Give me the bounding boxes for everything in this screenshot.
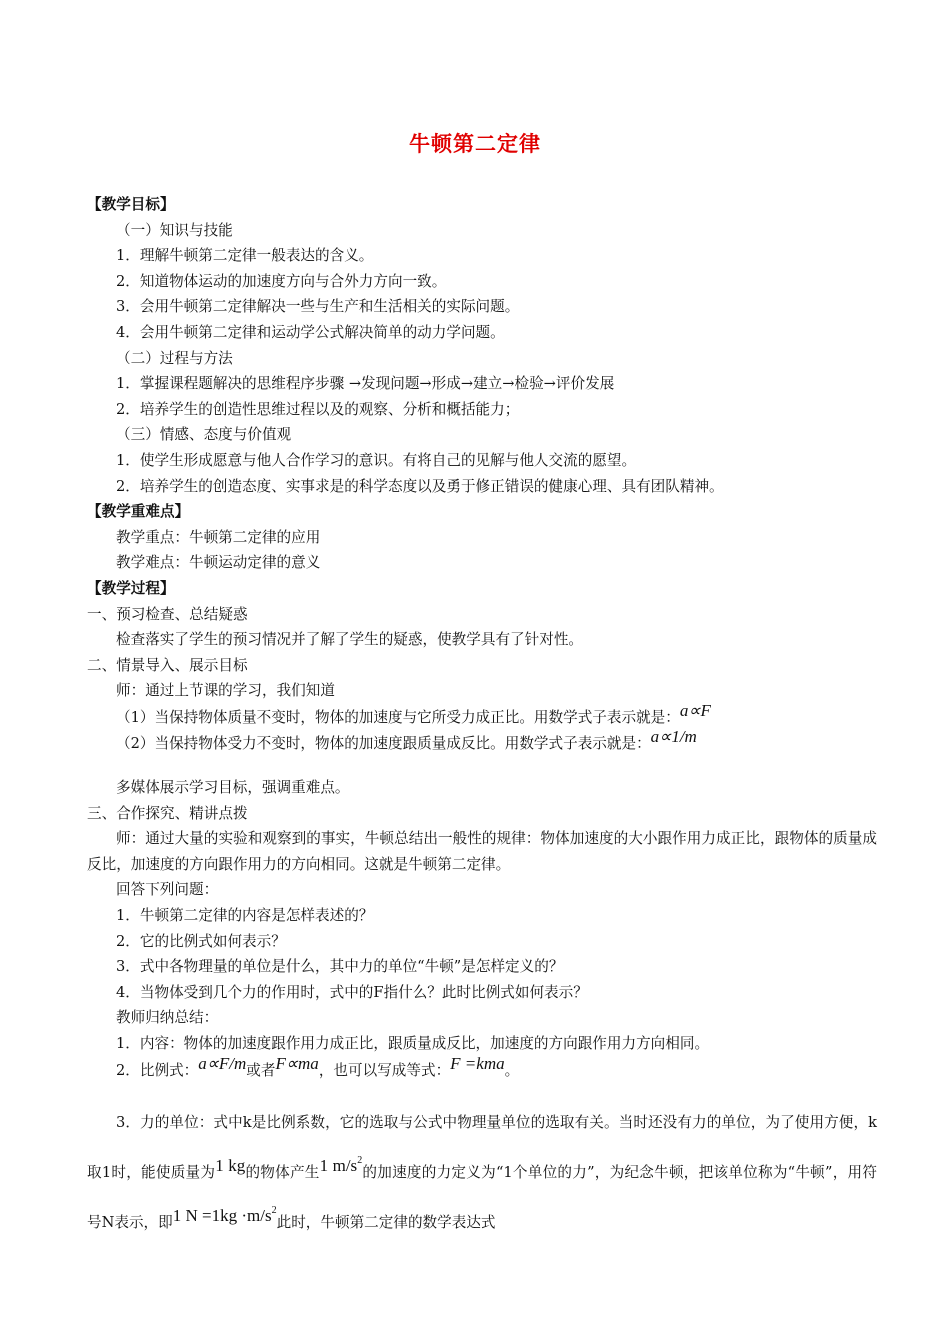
- process-item-text: （2）当保持物体受力不变时，物体的加速度跟质量成反比。用数学式子表示就是：: [116, 735, 651, 753]
- process-step-header: 一、预习检查、总结疑惑: [87, 605, 248, 623]
- process-item: [87, 700, 877, 731]
- process-step-header: 二、情景导入、展示目标: [87, 656, 248, 674]
- formula-exponent: 2: [271, 1205, 277, 1217]
- formula: F =kma: [450, 1053, 505, 1073]
- summary-paragraph: [87, 1101, 877, 1245]
- formula: [173, 1206, 277, 1225]
- process-text: 多媒体展示学习目标，强调重难点。: [116, 779, 350, 797]
- process-text: 师：通过上节课的学习，我们知道: [116, 682, 335, 700]
- goal-item: 1．使学生形成愿意与他人合作学习的意识。有将自己的见解与他人交流的愿望。: [116, 451, 637, 469]
- formula: F∝ma: [275, 1053, 319, 1073]
- goal-item: 2．知道物体运动的加速度方向与合外力方向一致。: [116, 272, 447, 290]
- summary-item: [87, 1053, 877, 1084]
- question-item: 4．当物体受到几个力的作用时，式中的F指什么？此时比例式如何表示？: [116, 983, 588, 1001]
- formula: a∝F: [679, 700, 711, 720]
- formula: a∝F/m: [198, 1053, 247, 1073]
- document-title: 牛顿第二定律: [409, 132, 541, 156]
- goal-item: 2．培养学生的创造性思维过程以及的观察、分析和概括能力；: [116, 400, 520, 418]
- formula-exponent: 2: [357, 1155, 363, 1167]
- formula-base: 1 m/s: [319, 1156, 358, 1176]
- process-text: 教师归纳总结：: [116, 1009, 219, 1027]
- process-item-text: （1）当保持物体质量不变时，物体的加速度与它所受力成正比。用数学式子表示就是：: [116, 708, 680, 726]
- key-point: 教学重点：牛顿第二定律的应用: [116, 528, 321, 546]
- key-point: 教学难点：牛顿运动定律的意义: [116, 554, 321, 572]
- summary-text: 纪念牛顿，把该单位称为“牛顿”，用符号N表示，即: [87, 1164, 877, 1232]
- question-item: 1．牛顿第二定律的内容是怎样表述的？: [116, 907, 374, 925]
- subsection-header: （二）过程与方法: [116, 349, 233, 367]
- formula: 1 kg: [215, 1156, 246, 1176]
- section-header-process: 【教学过程】: [87, 579, 175, 597]
- subsection-header: （三）情感、态度与价值观: [116, 426, 292, 444]
- summary-text: 3．力的单位：式中k是比例系数，它的选取与公式中物理量单位的选取有关。当时还没有力的单位，为了使用方便，k取1时，能使质量为: [87, 1114, 877, 1182]
- question-item: 3．式中各物理量的单位是什么，其中力的单位“牛顿”是怎样定义的？: [116, 958, 564, 976]
- process-paragraph: 师：通过大量的实验和观察到的事实，牛顿总结出一般性的规律：物体加速度的大小跟作用力成正比，跟物体的质量成反比，加速度的方向跟作用力的方向相同。这就是牛顿第二定律。: [87, 830, 877, 873]
- summary-text: 的加速度的力定义为“1个单位的力”，为: [362, 1164, 625, 1182]
- summary-text: 的物体产生: [245, 1164, 320, 1182]
- goal-item: 4．会用牛顿第二定律和运动学公式解决简单的动力学问题。: [116, 323, 505, 341]
- process-step-header: 三、合作探究、精讲点拨: [87, 804, 248, 822]
- goal-item: 1．理解牛顿第二定律一般表达的含义。: [116, 247, 374, 265]
- summary-item: 1．内容：物体的加速度跟作用力成正比，跟质量成反比，加速度的方向跟作用力方向相同。: [116, 1035, 710, 1052]
- formula: a∝1/m: [650, 727, 697, 747]
- section-header-key-points: 【教学重难点】: [87, 503, 190, 521]
- summary-text: 或者: [246, 1061, 276, 1079]
- question-item: 2．它的比例式如何表示？: [116, 932, 286, 950]
- document-body: [87, 192, 877, 1245]
- process-text: 回答下列问题：: [116, 881, 219, 899]
- summary-text: ，也可以写成等式：: [318, 1061, 451, 1079]
- process-text: 检查落实了学生的预习情况并了解了学生的疑惑，使教学具有了针对性。: [116, 631, 584, 649]
- goal-item: 2．培养学生的创造态度、实事求是的科学态度以及勇于修正错误的健康心理、具有团队精神。: [116, 477, 724, 495]
- formula: [320, 1156, 363, 1175]
- section-header-goals: 【教学目标】: [87, 196, 175, 213]
- summary-text: 此时，牛顿第二定律的数学表达式: [276, 1214, 496, 1232]
- summary-text: 。: [504, 1061, 520, 1079]
- summary-text: 2．比例式：: [116, 1061, 199, 1079]
- goal-item: 1．掌握课程题解决的思维程序步骤 →发现问题→形成→建立→检验→评价发展: [116, 375, 615, 393]
- process-item: [87, 727, 877, 757]
- goal-item: 3．会用牛顿第二定律解决一些与生产和生活相关的实际问题。: [116, 298, 520, 316]
- subsection-header: （一）知识与技能: [116, 221, 233, 239]
- formula-base: 1 N =1kg ·m/s: [172, 1206, 272, 1226]
